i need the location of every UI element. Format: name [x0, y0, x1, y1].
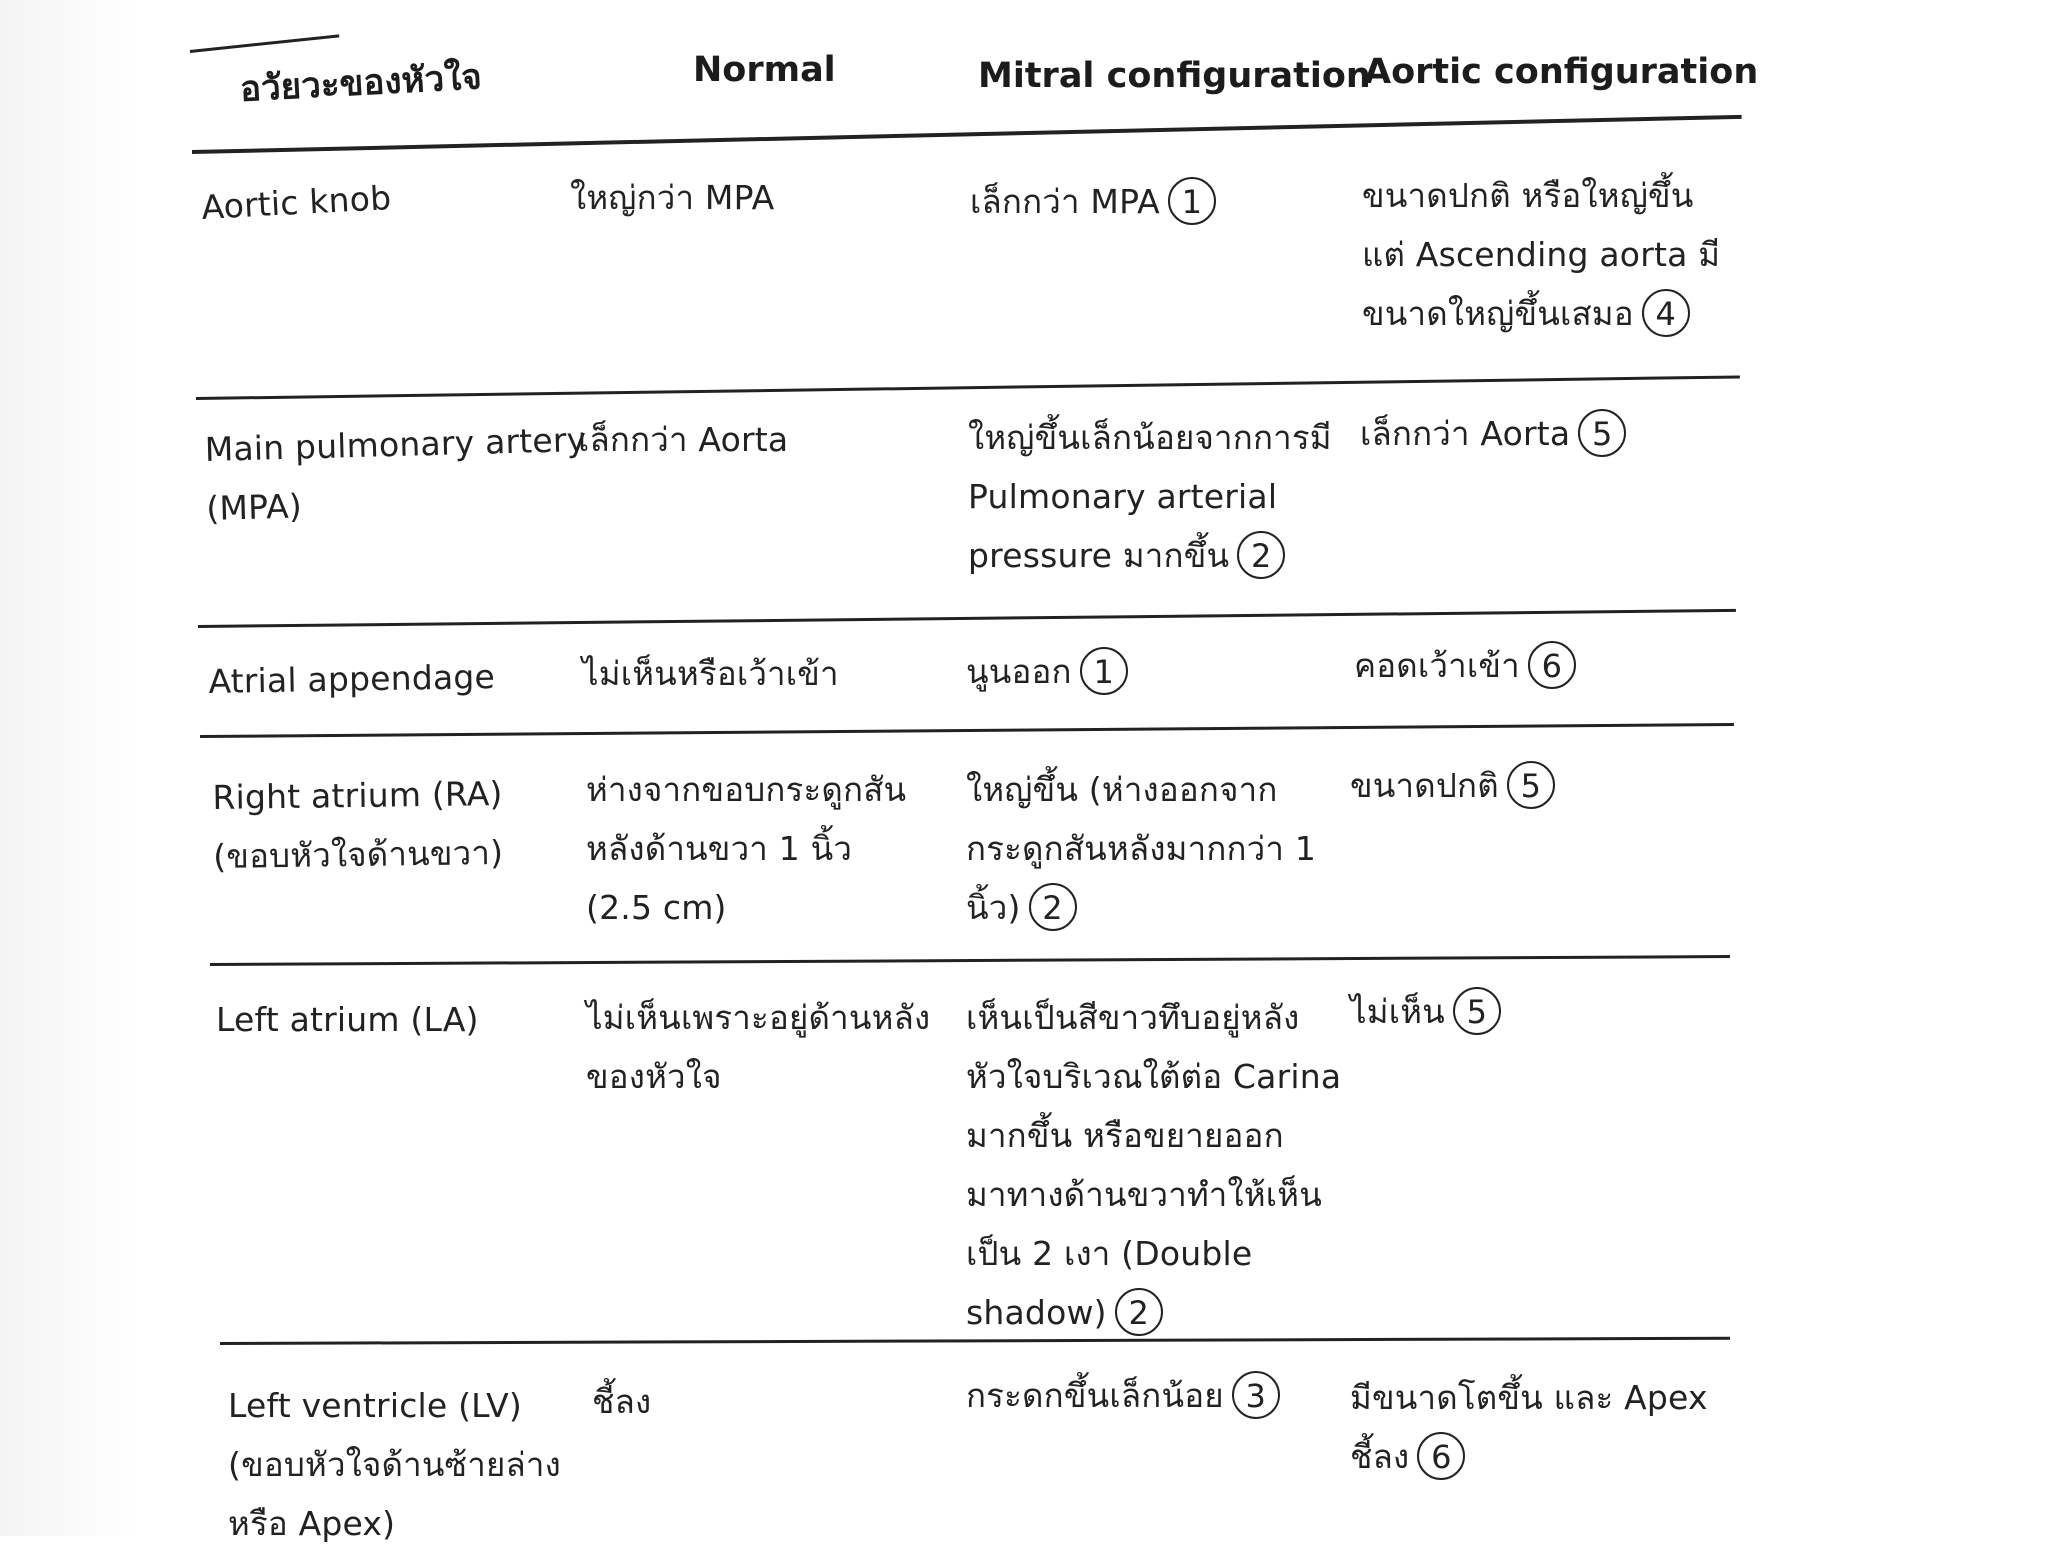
row2-aortic: เล็กกว่า Aorta 5 — [1360, 404, 1626, 463]
row-divider — [198, 609, 1736, 628]
row-divider — [196, 375, 1740, 400]
row2-mitral: ใหญ่ขึ้นเล็กน้อยจากการมี Pulmonary arterial pressure มากขึ้น 2 — [968, 408, 1332, 585]
row4-aortic: ขนาดปกติ 5 — [1350, 756, 1555, 815]
row5-organ: Left atrium (LA) — [216, 1000, 479, 1039]
row5-aortic: ไม่เห็น 5 — [1350, 982, 1501, 1041]
row1-mitral: เล็กกว่า MPA 1 — [970, 172, 1216, 231]
row-divider — [210, 955, 1730, 966]
header-rule — [192, 115, 1742, 154]
row6-organ: Left ventricle (LV) (ขอบหัวใจด้านซ้ายล่าง หรือ Apex) — [228, 1386, 561, 1543]
ref-number: 4 — [1642, 289, 1690, 337]
row1-organ: Aortic knob — [200, 178, 393, 227]
ref-number: 1 — [1080, 647, 1128, 695]
row4-mitral: ใหญ่ขึ้น (ห่างออกจาก กระดูกสันหลังมากกว่า 1 นิ้ว) 2 — [966, 760, 1316, 937]
ref-number: 5 — [1578, 409, 1626, 457]
scan-shadow — [0, 0, 140, 1536]
row5-normal: ไม่เห็นเพราะอยู่ด้านหลัง ของหัวใจ — [586, 998, 931, 1096]
top-rule-curve — [190, 34, 339, 53]
header-organ: อวัยวะของหัวใจ — [238, 57, 483, 110]
ref-number: 2 — [1029, 883, 1077, 931]
ref-number: 5 — [1507, 761, 1555, 809]
row6-aortic: มีขนาดโตขึ้น และ Apex ชี้ลง 6 — [1350, 1368, 1708, 1486]
row-divider — [200, 723, 1734, 738]
row6-normal: ชี้ลง — [592, 1382, 652, 1421]
header-normal: Normal — [693, 50, 836, 90]
ref-number: 5 — [1453, 987, 1501, 1035]
row2-organ: Main pulmonary artery (MPA) — [204, 420, 587, 528]
ref-number: 3 — [1232, 1371, 1280, 1419]
row4-organ: Right atrium (RA) (ขอบหัวใจด้านขวา) — [212, 773, 504, 876]
header-aortic: Aortic configuration — [1364, 52, 1759, 92]
row3-mitral: นูนออก 1 — [966, 642, 1128, 701]
ref-number: 2 — [1115, 1288, 1163, 1336]
row3-organ: Atrial appendage — [208, 656, 496, 701]
row4-normal: ห่างจากขอบกระดูกสัน หลังด้านขวา 1 นิ้ว (2.5 cm) — [586, 770, 907, 927]
row1-normal: ใหญ่กว่า MPA — [570, 178, 775, 217]
ref-number: 2 — [1237, 531, 1285, 579]
row5-mitral: เห็นเป็นสีขาวทึบอยู่หลัง หัวใจบริเวณใต้ต่อ Carina มากขึ้น หรือขยายออก มาทางด้านขวาทำให้เห็น เป็น 2 เงา (Double shadow) 2 — [966, 988, 1341, 1342]
header-mitral: Mitral configuration — [978, 56, 1371, 96]
row6-mitral: กระดกขึ้นเล็กน้อย 3 — [966, 1366, 1280, 1425]
ref-number: 6 — [1528, 641, 1576, 689]
row3-normal: ไม่เห็นหรือเว้าเข้า — [582, 654, 839, 693]
row1-aortic: ขนาดปกติ หรือใหญ่ขึ้น แต่ Ascending aorta มี ขนาดใหญ่ขึ้นเสมอ 4 — [1362, 166, 1720, 343]
ref-number: 1 — [1168, 177, 1216, 225]
ref-number: 6 — [1417, 1432, 1465, 1480]
row3-aortic: คอดเว้าเข้า 6 — [1354, 636, 1576, 695]
row2-normal: เล็กกว่า Aorta — [578, 420, 789, 459]
